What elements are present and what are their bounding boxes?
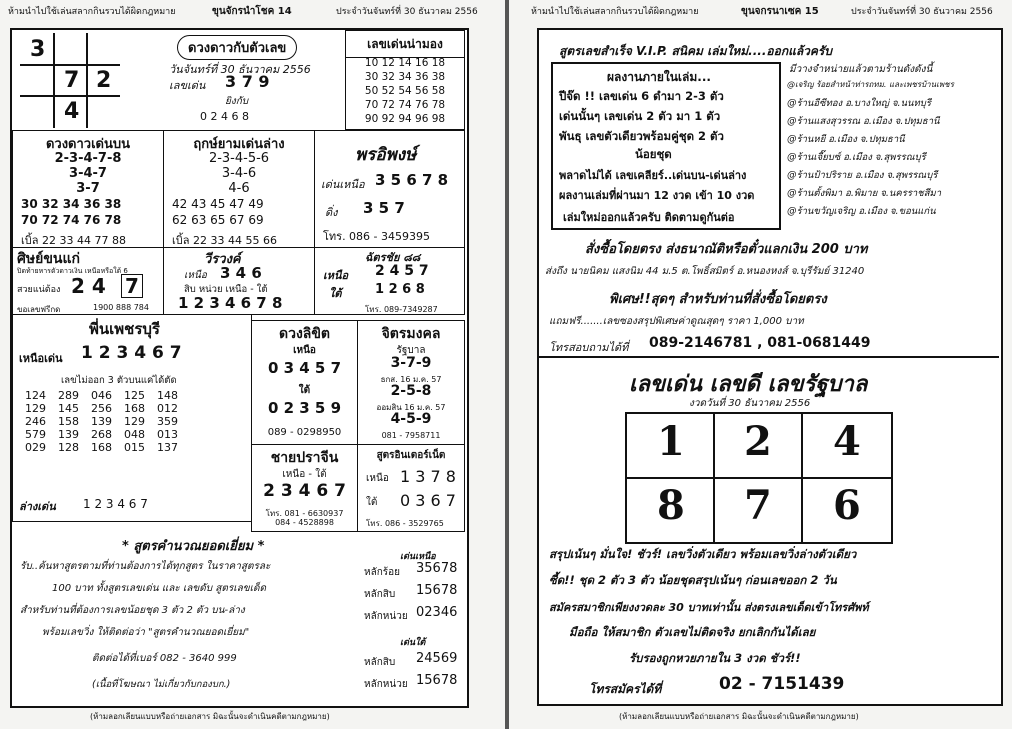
phet-title: พี่นเพชรบุรี bbox=[89, 320, 160, 338]
table-cell: 158 bbox=[58, 415, 79, 428]
phet-bottom-label: ล่างเด่น bbox=[19, 500, 56, 513]
formula-north-label: หลักสิบ bbox=[364, 589, 396, 600]
bottom-line: สมัครสมาชิกเพียงงวดละ 30 บาทเท่านั้น ส่งตรงเลขเด็ดเข้าโทรศัพท์ bbox=[549, 601, 869, 614]
lower-line: 3-4-6 bbox=[221, 166, 257, 181]
upper-line: 3-4-7 bbox=[69, 166, 107, 181]
table-cell: 168 bbox=[91, 441, 112, 454]
star-box-with-digits: 0 2 4 6 8 bbox=[200, 110, 249, 123]
formula-south-value: 24569 bbox=[416, 651, 458, 666]
shop-item: @ร้านเจี๊ยบซ์ อ.เมือง จ.สุพรรณบุรี bbox=[787, 152, 926, 163]
watch-row: 70 72 74 76 78 bbox=[364, 99, 446, 111]
pruek-row1-digits: 3 5 6 7 8 bbox=[375, 171, 449, 189]
watch-row: 90 92 94 96 98 bbox=[364, 113, 446, 125]
bottom-line: มือถือ ให้สมาชิก ตัวเลขไม่ติดจริง ยกเลิกกันได้เลย bbox=[569, 625, 816, 639]
wirawong-title: วีรวงค์ bbox=[204, 252, 241, 267]
shop-item: @ร้านตั้งพิมา อ.พิมาย จ.นครราชสีมา bbox=[787, 188, 942, 199]
wirawong-sub: สิบ หน่วย เหนือ - ใต้ bbox=[184, 284, 268, 295]
formula-north-label: หลักหน่วย bbox=[364, 611, 408, 622]
results-line: พันธุ เลขตัวเดียวพร้อมคู่ชุด 2 ตัว bbox=[559, 129, 724, 143]
upper-pairs: 70 72 74 76 78 bbox=[21, 213, 122, 227]
phet-table bbox=[19, 389, 184, 454]
star-box-date: วันจันทร์ที่ 30 ธันวาคม 2556 bbox=[169, 63, 311, 76]
mongkol-r3: 4-5-9 bbox=[390, 411, 432, 427]
grid-cell: 2 bbox=[96, 68, 112, 93]
bottom-line: สรุปเน้นๆ มั่นใจ! ชัวร์! เลขวิ่งตัวเดียว พร้อมเลขวิ่งล่างตัวเดียว bbox=[549, 547, 857, 561]
table-cell: 129 bbox=[25, 402, 46, 415]
star-box-title: ดวงดาวกับตัวเลข bbox=[177, 35, 297, 60]
lower-pairs: 62 63 65 67 69 bbox=[172, 213, 264, 227]
internet-phone: โทร. 086 - 3529765 bbox=[366, 519, 444, 528]
mongkol-r1-note: ธกส. 16 ม.ค. 57 bbox=[380, 375, 442, 384]
left-footer: (ห้ามลอกเลียนแบบหรือถ่ายเอกสาร มิฉะนั้นจะดำเนินคดีตามกฎหมาย) bbox=[90, 712, 330, 721]
shop-item: @ร้านแสงสุวรรณ อ.เมือง จ.ปทุมธานี bbox=[787, 116, 940, 127]
pruek-row2-digits: 3 5 7 bbox=[363, 199, 405, 217]
lower-box bbox=[163, 130, 315, 248]
phet-north-digits: 1 2 3 4 6 7 bbox=[81, 343, 182, 363]
formula-line: รับ..ค้นหาสูตรตามที่ท่านต้องการได้ทุกสูตร ในราคาสูตรละ bbox=[20, 561, 271, 572]
shop-item: @ร้านขวัญเจริญ อ.เมือง จ.ขอนแก่น bbox=[787, 206, 936, 217]
formula-south-title: เด่นใต้ bbox=[400, 638, 426, 648]
table-cell: 137 bbox=[157, 441, 178, 454]
results-line: น้อยชุด bbox=[635, 147, 672, 161]
table-cell: 268 bbox=[91, 428, 112, 441]
mongkol-sub: รัฐบาล bbox=[396, 345, 426, 356]
disciple-box-title: ศิษย์ขนแก่ bbox=[17, 251, 80, 267]
table-cell: 168 bbox=[124, 402, 145, 415]
apply-phone: 02 - 7151439 bbox=[719, 674, 845, 694]
results-box bbox=[551, 62, 781, 230]
lucky-digit: 2 bbox=[744, 418, 772, 465]
star-box-play-label: เลขเด่น bbox=[169, 79, 206, 92]
results-line: เด่นนั้นๆ เลขเด่น 2 ตัว มา 1 ตัว bbox=[559, 109, 721, 123]
mongkol-title: จิตรมงคล bbox=[381, 326, 441, 342]
bottom-line: รับรองถูกหวยภายใน 3 งวด ชัวร์!! bbox=[629, 651, 801, 665]
apply-label: โทรสมัครได้ที่ bbox=[589, 682, 662, 696]
disciple-sub: ปิดท้ายหารตัวดาวเงิน เหนือหรือใต้ 6 bbox=[17, 267, 128, 275]
table-cell: 128 bbox=[58, 441, 79, 454]
lucky-digit: 7 bbox=[744, 482, 772, 529]
disciple-box bbox=[12, 247, 164, 315]
wirawong-digits: 1 2 3 4 6 7 8 bbox=[178, 294, 283, 312]
mongkol-r1: 3-7-9 bbox=[390, 355, 432, 371]
formula-south-label: หลักสิบ bbox=[364, 657, 396, 668]
likhit-phone: 089 - 0298950 bbox=[267, 427, 342, 438]
right-footer: (ห้ามลอกเลียนแบบหรือถ่ายเอกสาร มิฉะนั้นจะดำเนินคดีตามกฎหมาย) bbox=[619, 712, 859, 721]
wirawong-north-digits: 3 4 6 bbox=[220, 264, 262, 282]
phet-note: เลขไม่ออก 3 ตัวบนแค่ได้ตัด bbox=[61, 375, 177, 386]
shop-item: @ร้านป้าปริราย อ.เมือง จ.สุพรรณบุรี bbox=[787, 170, 938, 181]
table-row bbox=[19, 389, 184, 402]
formula-north-label: หลักร้อย bbox=[364, 567, 401, 578]
table-cell: 359 bbox=[157, 415, 178, 428]
wirawong-box bbox=[163, 247, 315, 315]
formula-north-value: 35678 bbox=[416, 561, 458, 576]
phet-north-label: เหนือเด่น bbox=[19, 352, 63, 365]
grid-cell: 4 bbox=[64, 99, 80, 124]
watch-box-title: เลขเด่นน่ามอง bbox=[346, 35, 464, 58]
wirawong-north-label: เหนือ bbox=[184, 270, 207, 281]
lucky-digit: 6 bbox=[833, 482, 861, 529]
internet-title: สูตรอินเตอร์เน็ต bbox=[376, 450, 446, 461]
internet-south-label: ใต้ bbox=[366, 497, 378, 508]
chai-box bbox=[251, 444, 358, 532]
chatchai-title: ฉัตรชัย ๘๘ bbox=[365, 251, 421, 264]
upper-box-title: ดวงดาวเด่นบน bbox=[45, 137, 131, 152]
lower-pairs: 42 43 45 47 49 bbox=[172, 197, 264, 211]
watch-row: 10 12 14 16 18 bbox=[364, 57, 446, 69]
formula-line: สำหรับท่านที่ต้องการเลขน้อยชุด 3 ตัว 2 ตัว บน-ล่าง bbox=[20, 605, 245, 616]
formula-north-title: เด่นเหนือ bbox=[400, 552, 436, 562]
contact-phones: 089-2146781 , 081-0681449 bbox=[649, 335, 871, 351]
chai-phone1: โทร. 081 - 6630937 bbox=[265, 509, 344, 518]
pruek-row1-label: เด่นเหนือ bbox=[321, 178, 365, 191]
watch-box bbox=[345, 30, 465, 130]
table-cell: 048 bbox=[124, 428, 145, 441]
formula-title: * สูตรคำนวณยอดเยี่ยม * bbox=[122, 539, 265, 554]
table-cell: 139 bbox=[58, 428, 79, 441]
upper-footer: เบิ้ล 22 33 44 77 88 bbox=[21, 234, 126, 247]
chatchai-south-digits: 1 2 6 8 bbox=[375, 282, 425, 297]
likhit-south-label: ใต้ bbox=[298, 385, 311, 396]
formula-north-value: 15678 bbox=[416, 583, 458, 598]
formula-line: 100 บาท ทั้งสูตรเลขเด่น และ เลขดับ สูตรเลขเด็ด bbox=[52, 583, 267, 594]
table-cell: 139 bbox=[91, 415, 112, 428]
results-title: ผลงานภายในเล่ม... bbox=[607, 70, 711, 84]
phet-box bbox=[12, 314, 252, 522]
internet-south-digits: 0 3 6 7 bbox=[400, 491, 456, 510]
disciple-phone-label: ขอเลขฟรีกด bbox=[17, 305, 61, 314]
table-row bbox=[19, 428, 184, 441]
upper-line: 2-3-4-7-8 bbox=[54, 151, 122, 166]
right-page bbox=[509, 0, 1012, 729]
divider bbox=[539, 356, 999, 358]
order-title: สั่งซื้อโดยตรง ส่งธนาณัติหรือตั๋วแลกเงิน 200 บาท bbox=[585, 242, 868, 257]
likhit-north-digits: 0 3 4 5 7 bbox=[267, 359, 342, 377]
disciple-boxed-digit: 7 bbox=[121, 274, 143, 298]
watch-row: 30 32 34 36 38 bbox=[364, 71, 446, 83]
left-header-title: ขุนจักรนำโชค 14 bbox=[212, 6, 292, 17]
order-address: ส่งถึง นายนิคม แสงนิม 44 ม.5 ต.โพธิ์สมิตร์ อ.หนองหงส์ จ.บุรีรัมย์ 31240 bbox=[545, 266, 865, 277]
mongkol-r2: 2-5-8 bbox=[390, 383, 432, 399]
grid-cell: 7 bbox=[64, 68, 80, 93]
results-line: พลาดไม่ได้ เลขเคลียร์..เด่นบน-เด่นล่าง bbox=[559, 169, 747, 182]
lower-box-title: ฤกษ์ยามเด่นล่าง bbox=[193, 137, 285, 152]
upper-line: 3-7 bbox=[76, 181, 100, 196]
table-cell: 289 bbox=[58, 389, 79, 402]
lower-footer: เบิ้ล 22 33 44 55 66 bbox=[172, 234, 277, 247]
table-cell: 125 bbox=[124, 389, 145, 402]
table-cell: 046 bbox=[91, 389, 112, 402]
shop-item: @เจริญ ร้อยสำหน้าท่ารถทม. และเพชรบ้านเพชร bbox=[787, 80, 954, 89]
pruek-box-title: พรอิพงษ์ bbox=[355, 145, 417, 165]
table-row bbox=[19, 441, 184, 454]
contact-label: โทรสอบถามได้ที่ bbox=[549, 341, 629, 354]
right-header-title: ขุนจกรนาเซค 15 bbox=[741, 6, 819, 17]
formula-line: (เนื้อที่โฆษณา ไม่เกี่ยวกับกองบก.) bbox=[92, 679, 231, 690]
formula-box bbox=[12, 531, 465, 703]
lower-line: 4-6 bbox=[228, 181, 250, 196]
chai-title: ชายปราจีน bbox=[270, 450, 339, 466]
likhit-title: ดวงลิขิต bbox=[278, 326, 331, 342]
phet-bottom-digits: 1 2 3 4 6 7 bbox=[83, 497, 148, 511]
shops-title: มีวางจำหน่ายแล้วตามร้านดังดังนี้ bbox=[789, 64, 933, 75]
likhit-box bbox=[251, 320, 358, 445]
watch-row: 50 52 54 56 58 bbox=[364, 85, 446, 97]
pruek-row2-label: ดิ่ง bbox=[325, 206, 338, 219]
lucky-digit: 4 bbox=[833, 418, 861, 465]
likhit-south-digits: 0 2 3 5 9 bbox=[267, 399, 342, 417]
shop-item: @ร้านหยี อ.เมือง จ.ปทุมธานี bbox=[787, 134, 905, 145]
internet-north-digits: 1 3 7 8 bbox=[400, 467, 456, 486]
star-box-with-label: ยิงกับ bbox=[225, 96, 249, 107]
table-cell: 015 bbox=[124, 441, 145, 454]
chai-sub: เหนือ - ใต้ bbox=[282, 469, 327, 480]
table-cell: 012 bbox=[157, 402, 178, 415]
disciple-label: สวยแน่ต้อง bbox=[17, 285, 61, 295]
table-cell: 129 bbox=[124, 415, 145, 428]
table-cell: 246 bbox=[25, 415, 46, 428]
formula-south-value: 15678 bbox=[416, 673, 458, 688]
upper-pairs: 30 32 34 36 38 bbox=[21, 197, 122, 211]
left-header-date: ประจำวันจันทร์ที่ 30 ธันวาคม 2556 bbox=[336, 7, 478, 17]
pruek-phone: โทร. 086 - 3459395 bbox=[323, 230, 431, 243]
special-text: พิเศษ!!สุดๆ สำหรับท่านที่สั่งซื้อโดยตรง bbox=[609, 292, 827, 307]
table-row bbox=[19, 402, 184, 415]
grid-date: งวดวันที่ 30 ธันวาคม 2556 bbox=[689, 398, 811, 409]
table-cell: 256 bbox=[91, 402, 112, 415]
internet-box bbox=[357, 444, 465, 532]
disciple-digits: 2 4 bbox=[71, 274, 106, 298]
internet-north-label: เหนือ bbox=[366, 473, 389, 484]
shop-item: @ร้านอีซีทอง อ.บางใหญ่ จ.นนทบุรี bbox=[787, 98, 931, 109]
table-cell: 013 bbox=[157, 428, 178, 441]
chatchai-phone: โทร. 089-7349287 bbox=[365, 305, 438, 314]
formula-line: พร้อมเลขวิ่ง ให้ติดต่อว่า "สูตรคำนวณยอดเยี่ยม" bbox=[42, 627, 250, 638]
table-cell: 148 bbox=[157, 389, 178, 402]
pruek-box bbox=[314, 130, 465, 248]
lower-line: 2-3-4-5-6 bbox=[208, 151, 270, 166]
table-cell: 579 bbox=[25, 428, 46, 441]
bottom-line: ซี้ด!! ชุด 2 ตัว 3 ตัว น้อยชุดสรุปเน้นๆ ก่อนเลขออก 2 วัน bbox=[549, 573, 837, 587]
bonus-text: แถมฟรี.......เลขซองสรุปพิเศษค่าดูณสุดๆ ราคา 1,000 บาท bbox=[549, 316, 804, 327]
formula-north-value: 02346 bbox=[416, 605, 458, 620]
left-header-note: ห้ามนำไปใช้เล่นสลากกินรวบได้ผิดกฎหมาย bbox=[8, 7, 176, 17]
chatchai-north-label: เหนือ bbox=[323, 269, 349, 282]
table-cell: 145 bbox=[58, 402, 79, 415]
results-line: ปีจ๊ด !! เลขเด่น 6 ดำมา 2-3 ตัว bbox=[559, 89, 724, 103]
mongkol-phone: 081 - 7958711 bbox=[381, 431, 441, 440]
table-cell: 029 bbox=[25, 441, 46, 454]
lucky-digit-grid bbox=[625, 412, 893, 544]
number-grid bbox=[20, 33, 120, 128]
grid-cell: 3 bbox=[30, 37, 46, 62]
results-line: ผลงานเล่มที่ผ่านมา 12 งวด เข้า 10 งวด bbox=[559, 189, 755, 202]
mongkol-box bbox=[357, 320, 465, 445]
grid-title: เลขเด่น เลขดี เลขรัฐบาล bbox=[629, 372, 868, 397]
left-page bbox=[0, 0, 505, 729]
right-header-note: ห้ามนำไปใช้เล่นสลากกินรวบได้ผิดกฎหมาย bbox=[531, 7, 699, 17]
vip-title: สูตรเลขสำเร็จ V.I.P. สนิคม เล่มใหม่....ออกแล้วครับ bbox=[559, 44, 832, 58]
chai-digits: 2 3 4 6 7 bbox=[263, 481, 346, 501]
formula-south-label: หลักหน่วย bbox=[364, 679, 408, 690]
mongkol-r2-note: ออมสิน 16 ม.ค. 57 bbox=[376, 403, 446, 412]
chatchai-south-label: ใต้ bbox=[329, 287, 342, 300]
likhit-north-label: เหนือ bbox=[293, 345, 316, 356]
star-box bbox=[125, 30, 340, 125]
lucky-digit: 8 bbox=[657, 482, 685, 529]
upper-box bbox=[12, 130, 164, 248]
table-cell: 124 bbox=[25, 389, 46, 402]
table-row bbox=[19, 415, 184, 428]
results-line: เล่มใหม่ออกแล้วครับ ติดตามดูกันต่อ bbox=[563, 211, 735, 224]
chai-phone2: 084 - 4528898 bbox=[275, 518, 334, 527]
star-box-play-digits: 3 7 9 bbox=[225, 72, 270, 91]
lucky-digit: 1 bbox=[657, 418, 685, 465]
chatchai-box bbox=[314, 247, 465, 315]
right-header-date: ประจำวันจันทร์ที่ 30 ธันวาคม 2556 bbox=[851, 7, 993, 17]
disciple-phone: 1900 888 784 bbox=[93, 303, 149, 312]
chatchai-north-digits: 2 4 5 7 bbox=[375, 263, 429, 279]
formula-line: ติดต่อได้ที่เบอร์ 082 - 3640 999 bbox=[92, 653, 237, 664]
